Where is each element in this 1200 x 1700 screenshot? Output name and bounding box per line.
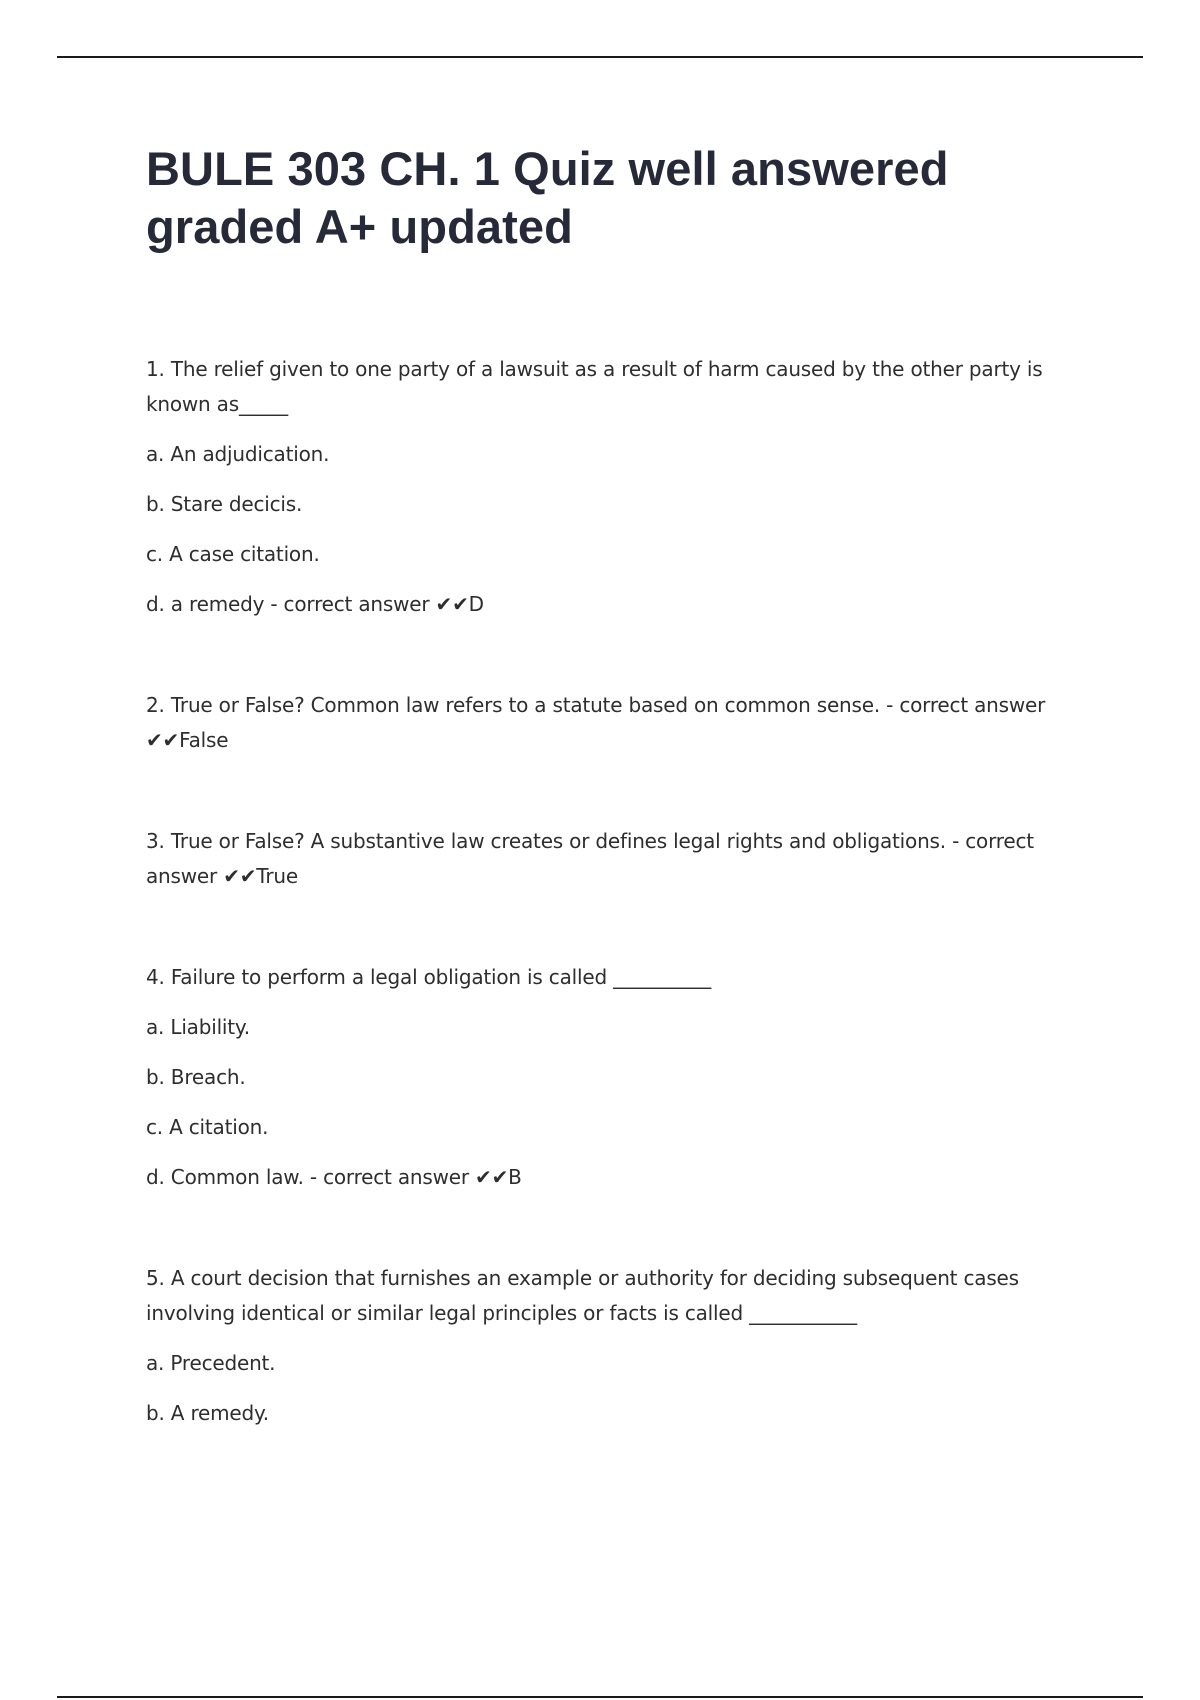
answer-option-a: a. Precedent. bbox=[146, 1351, 276, 1375]
document-title: BULE 303 CH. 1 Quiz well answered graded A+ updated bbox=[146, 142, 949, 253]
answer-option-b: b. Breach. bbox=[146, 1065, 246, 1089]
document-page bbox=[146, 140, 1066, 1431]
question-2 bbox=[146, 688, 1066, 758]
top-rule bbox=[57, 56, 1143, 58]
answer-option-d: d. a remedy - correct answer ✔✔D bbox=[146, 592, 484, 616]
answer-option-c: c. A citation. bbox=[146, 1115, 269, 1139]
question-text: 5. A court decision that furnishes an example or authority for deciding subsequent cases involving identical or similar legal principles or facts is called ___________ bbox=[146, 1266, 1019, 1325]
answer-option-b: b. Stare decicis. bbox=[146, 492, 303, 516]
question-text: 3. True or False? A substantive law creates or defines legal rights and obligations. - correct answer ✔✔True bbox=[146, 829, 1034, 888]
answer-option-c: c. A case citation. bbox=[146, 542, 320, 566]
question-list bbox=[146, 352, 1066, 1431]
question-text: 2. True or False? Common law refers to a statute based on common sense. - correct answer ✔✔False bbox=[146, 693, 1046, 752]
answer-option-b: b. A remedy. bbox=[146, 1401, 269, 1425]
answer-option-a: a. An adjudication. bbox=[146, 442, 330, 466]
question-5 bbox=[146, 1261, 1066, 1431]
question-1 bbox=[146, 352, 1066, 622]
question-4 bbox=[146, 960, 1066, 1195]
answer-option-d: d. Common law. - correct answer ✔✔B bbox=[146, 1165, 522, 1189]
bottom-rule bbox=[57, 1696, 1143, 1698]
question-3 bbox=[146, 824, 1066, 894]
answer-option-a: a. Liability. bbox=[146, 1015, 250, 1039]
question-text: 1. The relief given to one party of a lawsuit as a result of harm caused by the other party is known as_____ bbox=[146, 357, 1043, 416]
question-text: 4. Failure to perform a legal obligation is called __________ bbox=[146, 965, 712, 989]
